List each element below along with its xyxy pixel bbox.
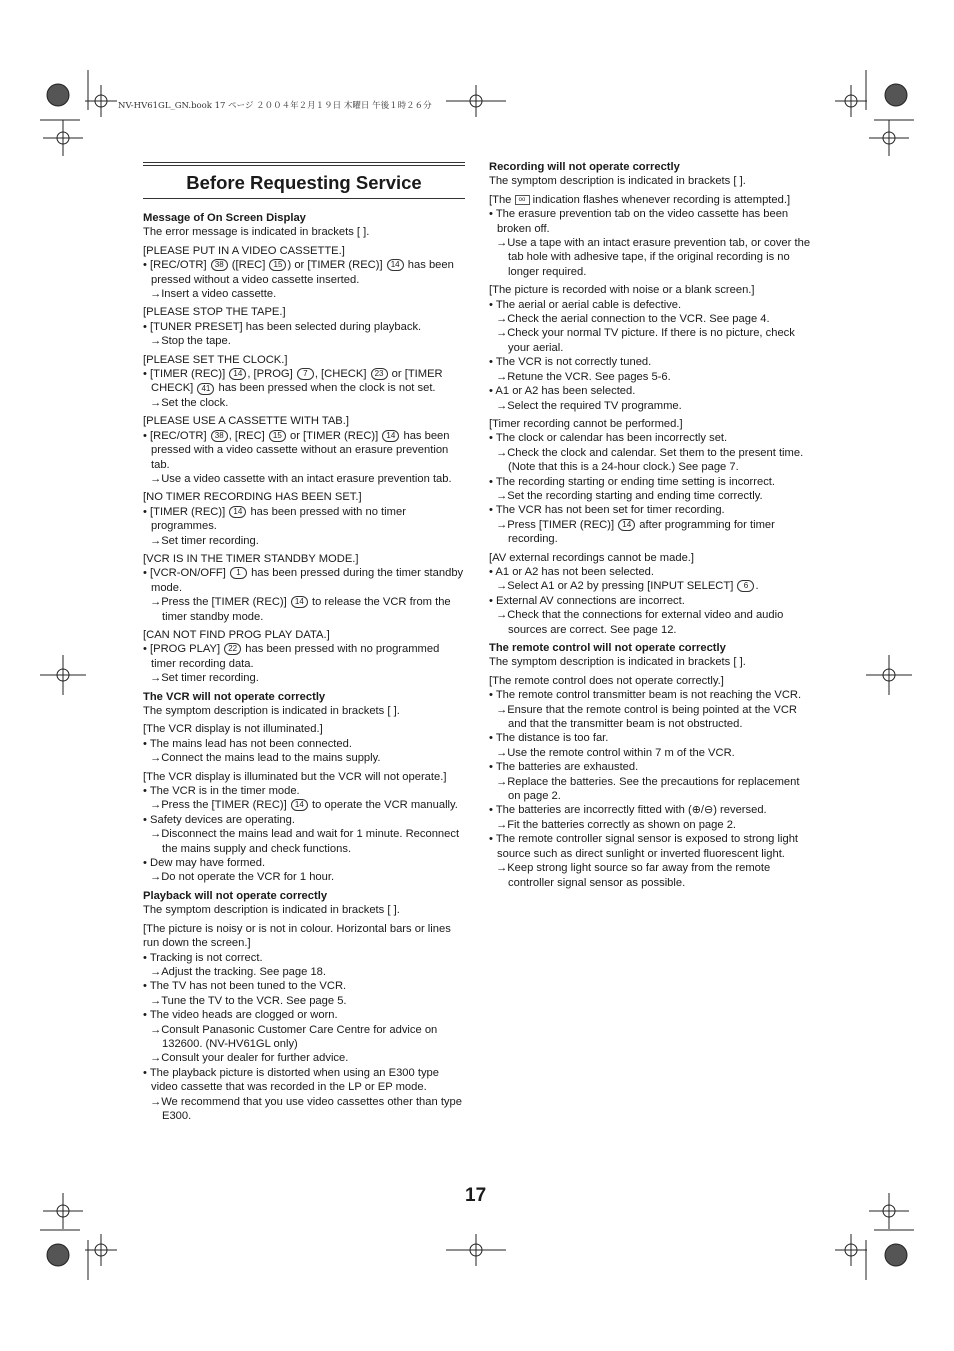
remedy-item: →Press [TIMER (REC)] 14 after programming for timer recording. [496, 518, 775, 546]
bullet-item: • The batteries are exhausted. [489, 761, 639, 774]
bullet-item: • The clock or calendar has been incorrectly set. [489, 432, 728, 445]
message-title: [VCR IS IN THE TIMER STANDBY MODE.] [143, 552, 359, 565]
section-intro: The symptom description is indicated in brackets [ ]. [489, 175, 746, 188]
remedy-item: →Keep strong light source so far away from the remote controller signal sensor as possible. [496, 862, 771, 889]
print-header: NV-HV61GL_GN.book 17 ページ ２００４年２月１９日 木曜日 午後１時２６分 [118, 101, 432, 111]
remedy-item: →Connect the mains lead to the mains supply. [150, 752, 381, 765]
remedy-item: →Check that the connections for external video and audio sources are correct. See page 12. [496, 609, 784, 636]
remedy-item: →Set the recording starting and ending time correctly. [496, 489, 763, 502]
bullet-item: • The remote controller signal sensor is exposed to strong light source such as direct sunlight or inverted fluorescent light. [489, 833, 799, 860]
bullet-item: • The VCR is not correctly tuned. [489, 356, 652, 369]
section-intro: The error message is indicated in brackets [ ]. [143, 226, 370, 239]
bullet-item: • External AV connections are incorrect. [489, 594, 685, 607]
section-heading: The remote control will not operate correctly [489, 642, 726, 654]
section-heading: The VCR will not operate correctly [143, 690, 326, 703]
remedy-item: →Check your normal TV picture. If there is no picture, check your aerial. [496, 327, 795, 354]
section-heading: Message of On Screen Display [143, 212, 306, 224]
ref-number-badge: 14 [291, 596, 308, 608]
remedy-item: →Tune the TV to the VCR. See page 5. [150, 994, 347, 1007]
tape-tab-icon: oo [515, 195, 530, 205]
symptom-title: [The picture is noisy or is not in colour. Horizontal bars or lines run down the screen.] [143, 922, 451, 950]
bullet-item: • A1 or A2 has been selected. [489, 385, 636, 398]
remedy-item: →Consult Panasonic Customer Care Centre for advice on 132600. (NV-HV61GL only) [150, 1023, 438, 1050]
bullet-item: • The mains lead has not been connected. [143, 737, 352, 750]
symptom-title: [AV external recordings cannot be made.] [489, 551, 695, 564]
symptom-title: [The VCR display is illuminated but the VCR will not operate.] [143, 770, 447, 783]
message-title: [CAN NOT FIND PROG PLAY DATA.] [143, 628, 330, 641]
bullet-item: • The VCR has not been set for timer recording. [489, 504, 725, 517]
symptom-title: [The picture is recorded with noise or a blank screen.] [489, 284, 755, 297]
remedy-item: →Select A1 or A2 by pressing [INPUT SELECT] 6 . [496, 580, 759, 593]
remedy-item: →We recommend that you use video cassettes other than type E300. [150, 1095, 462, 1122]
ref-number-badge: 14 [618, 519, 635, 531]
ref-number-badge: 23 [371, 368, 388, 380]
ref-number-badge: 22 [224, 643, 241, 655]
ref-number-badge: 7 [297, 368, 314, 380]
remedy-item: →Replace the batteries. See the precautions for replacement on page 2. [496, 775, 800, 803]
page-title: Before Requesting Service [186, 172, 422, 193]
remedy-item: →Use the remote control within 7 m of the VCR. [496, 746, 735, 759]
bullet-item: • The erasure prevention tab on the video cassette has been broken off. [489, 208, 789, 235]
bullet-item: • Safety devices are operating. [143, 813, 295, 826]
bullet-item: • The aerial or aerial cable is defective. [489, 298, 682, 311]
remedy-item: →Set the clock. [150, 396, 229, 409]
remedy-item: →Consult your dealer for further advice. [150, 1052, 349, 1065]
remedy-item: →Fit the batteries correctly as shown on page 2. [496, 818, 737, 831]
ref-number-badge: 6 [737, 580, 754, 592]
ref-number-badge: 1 [230, 567, 247, 579]
section-intro: The symptom description is indicated in brackets [ ]. [143, 705, 400, 717]
symptom-title: [Timer recording cannot be performed.] [489, 417, 683, 430]
battery-polarity-icon: ⊕/⊖ [691, 804, 714, 817]
section-heading: Recording will not operate correctly [489, 161, 680, 173]
remedy-item: →Stop the tape. [150, 335, 231, 348]
title-box [143, 162, 465, 199]
remedy-item: →Press the [TIMER (REC)] 14 to release the VCR from the timer standby mode. [150, 596, 451, 623]
remedy-item: →Check the aerial connection to the VCR. See page 4. [496, 313, 770, 326]
ref-number-badge: 15 [269, 259, 286, 271]
symptom-title: [The remote control does not operate correctly.] [489, 674, 724, 687]
remedy-item: →Do not operate the VCR for 1 hour. [150, 871, 335, 884]
bullet-item: • Tracking is not correct. [143, 951, 263, 964]
message-title: [PLEASE USE A CASSETTE WITH TAB.] [143, 415, 349, 428]
bullet-item: • [PROG PLAY] 22 has been pressed with no programmed timer recording data. [143, 643, 440, 670]
bullet-item: • [VCR-ON/OFF] 1 has been pressed during the timer standby mode. [143, 567, 464, 594]
bullet-item: • [TUNER PRESET] has been selected during playback. [143, 320, 422, 333]
remedy-item: →Ensure that the remote control is being pointed at the VCR and that the transmitter beam is not obstructed. [496, 703, 797, 731]
remedy-item: →Set timer recording. [150, 672, 259, 685]
remedy-item: →Insert a video cassette. [150, 288, 277, 301]
bullet-item: • The video heads are clogged or worn. [143, 1009, 338, 1022]
section-intro: The symptom description is indicated in brackets [ ]. [143, 904, 400, 917]
remedy-item: →Select the required TV programme. [496, 399, 682, 412]
ref-number-badge: 14 [382, 430, 399, 442]
ref-number-badge: 41 [197, 383, 214, 395]
remedy-item: →Press the [TIMER (REC)] 14 to operate the VCR manually. [150, 799, 458, 812]
bullet-item: • The TV has not been tuned to the VCR. [143, 980, 347, 993]
ref-number-badge: 14 [387, 259, 404, 271]
remedy-item: →Use a video cassette with an intact erasure prevention tab. [150, 472, 452, 485]
bullet-item: • [TIMER (REC)] 14 , [PROG] 7 , [CHECK] 23 or [TIMER CHECK] 41 has been pressed when the clock is not set. [143, 368, 443, 395]
ref-number-badge: 38 [211, 430, 228, 442]
bullet-item: • The batteries are incorrectly fitted with (⊕/⊖) reversed. [489, 804, 767, 817]
remedy-item: →Use a tape with an intact erasure prevention tab, or cover the tab hole with adhesive tape, if the original recording is no longer required. [496, 237, 811, 278]
remedy-item: →Set timer recording. [150, 534, 259, 547]
bullet-item: • The VCR is in the timer mode. [143, 785, 300, 798]
ref-number-badge: 38 [211, 259, 228, 271]
bullet-item: • The recording starting or ending time setting is incorrect. [489, 475, 776, 488]
bullet-item: • The playback picture is distorted when using an E300 type video cassette that was recorded in the LP or EP mode. [143, 1066, 440, 1094]
left-column [143, 160, 465, 1123]
page-number: 17 [465, 1185, 487, 1206]
right-column [489, 160, 811, 890]
symptom-title: [The VCR display is not illuminated.] [143, 723, 323, 736]
remedy-item: →Check the clock and calendar. Set them to the present time. (Note that this is a 24-hour clock.) See page 7. [496, 446, 804, 474]
ref-number-badge: 14 [229, 506, 246, 518]
ref-number-badge: 14 [291, 799, 308, 811]
bullet-item: • The remote control transmitter beam is not reaching the VCR. [489, 689, 802, 702]
bullet-item: • [REC/OTR] 38 ([REC] 15 ) or [TIMER (REC)] 14 has been pressed without a video cassette inserted. [143, 259, 454, 286]
ref-number-badge: 14 [229, 368, 246, 380]
bullet-item: • Dew may have formed. [143, 857, 266, 870]
remedy-item: →Disconnect the mains lead and wait for 1 minute. Reconnect the mains supply and check functions. [150, 828, 460, 855]
section-heading: Playback will not operate correctly [143, 889, 328, 902]
symptom-title: [The oo indication flashes whenever recording is attempted.] [489, 193, 791, 206]
ref-number-badge: 15 [269, 430, 286, 442]
bullet-item: • A1 or A2 has not been selected. [489, 565, 655, 578]
message-title: [NO TIMER RECORDING HAS BEEN SET.] [143, 491, 362, 504]
bullet-item: • The distance is too far. [489, 732, 609, 745]
message-title: [PLEASE PUT IN A VIDEO CASSETTE.] [143, 244, 345, 257]
remedy-item: →Retune the VCR. See pages 5-6. [496, 370, 671, 383]
remedy-item: →Adjust the tracking. See page 18. [150, 965, 327, 978]
bullet-item: • [TIMER (REC)] 14 has been pressed with no timer programmes. [143, 505, 406, 533]
section-intro: The symptom description is indicated in brackets [ ]. [489, 656, 746, 669]
message-title: [PLEASE STOP THE TAPE.] [143, 306, 286, 319]
message-title: [PLEASE SET THE CLOCK.] [143, 353, 288, 366]
bullet-item: • [REC/OTR] 38 , [REC] 15 or [TIMER (REC)] 14 has been pressed with a video cassette without an erasure prevention tab. [143, 429, 450, 471]
